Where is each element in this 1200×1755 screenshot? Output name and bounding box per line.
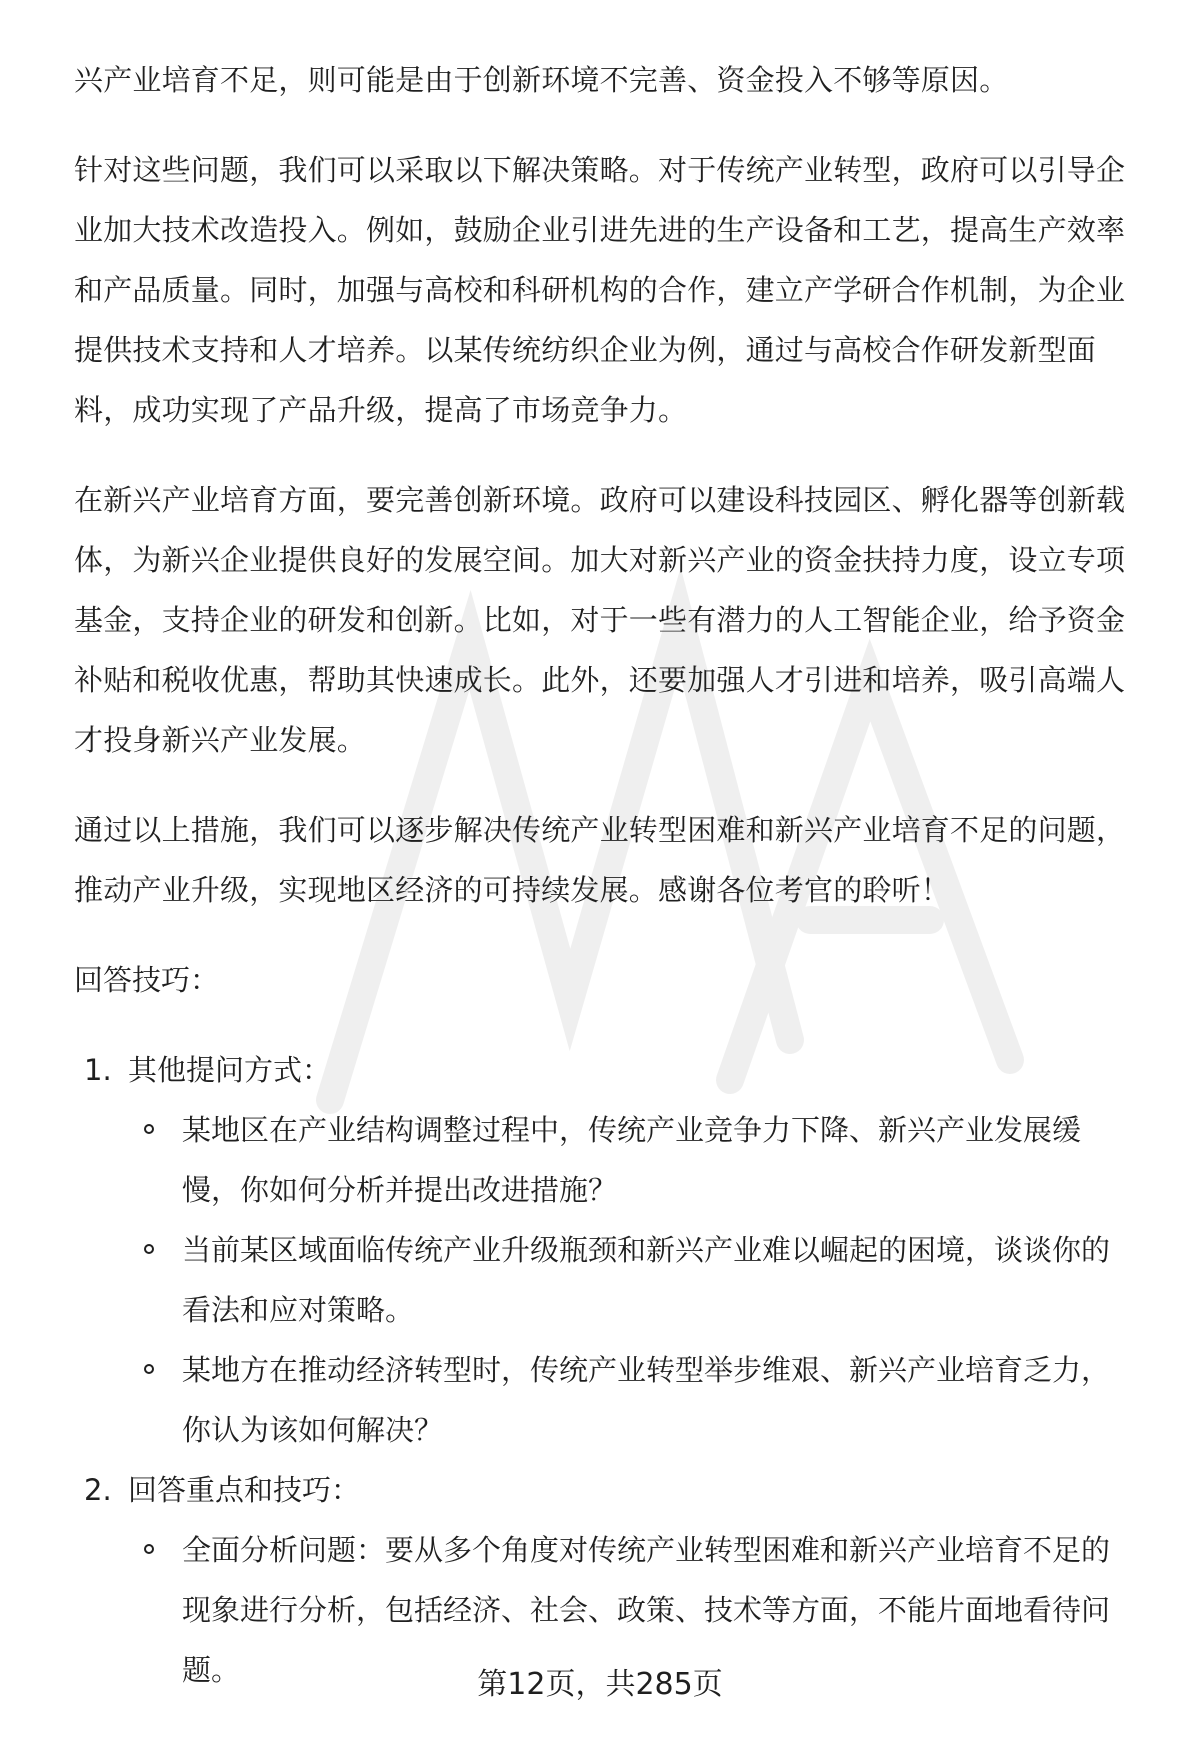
paragraph-1: 兴产业培育不足，则可能是由于创新环境不完善、资金投入不够等原因。 [74, 63, 1009, 97]
section-title: 其他提问方式： [128, 1053, 332, 1087]
list-item [128, 1220, 1146, 1340]
paragraph-3: 在新兴产业培育方面，要完善创新环境。政府可以建设科技园区、孵化器等创新载体，为新兴企业提供良好的发展空间。加大对新兴产业的资金扶持力度，设立专项基金，支持企业的研发和创新。比如，对于一些有潜力的人工智能企业，给予资金补贴和税收优惠，帮助其快速成长。此外，还要加强人才引进和培养，吸引高端人才投身新兴产业发展。 [74, 483, 1126, 757]
circle-bullet-icon [144, 1244, 154, 1254]
tips-section-1 [74, 1040, 1146, 1460]
section-number: 2. [84, 1473, 112, 1507]
tips-heading: 回答技巧： [74, 963, 220, 997]
list-item [128, 1100, 1146, 1220]
tips-section-2 [74, 1460, 1146, 1700]
list-item-text: 某地区在产业结构调整过程中，传统产业竞争力下降、新兴产业发展缓慢，你如何分析并提出改进措施？ [182, 1113, 1082, 1207]
page-number-footer: 第12页，共285页 [477, 1667, 723, 1702]
list-item [128, 1340, 1146, 1460]
document-body [74, 50, 1146, 1700]
section-title: 回答重点和技巧： [128, 1473, 361, 1507]
section-items [128, 1100, 1146, 1460]
section-number: 1. [84, 1053, 112, 1087]
circle-bullet-icon [144, 1544, 154, 1554]
circle-bullet-icon [144, 1364, 154, 1374]
list-item-text: 全面分析问题：要从多个角度对传统产业转型困难和新兴产业培育不足的现象进行分析，包括经济、社会、政策、技术等方面，不能片面地看待问题。 [182, 1533, 1111, 1687]
list-item-text: 当前某区域面临传统产业升级瓶颈和新兴产业难以崛起的困境，谈谈你的看法和应对策略。 [182, 1233, 1111, 1327]
list-item-text: 某地方在推动经济转型时，传统产业转型举步维艰、新兴产业培育乏力，你认为该如何解决？ [182, 1353, 1111, 1447]
tips-list [74, 1040, 1146, 1700]
circle-bullet-icon [144, 1124, 154, 1134]
paragraph-4: 通过以上措施，我们可以逐步解决传统产业转型困难和新兴产业培育不足的问题，推动产业升级，实现地区经济的可持续发展。感谢各位考官的聆听！ [74, 813, 1126, 907]
paragraph-2: 针对这些问题，我们可以采取以下解决策略。对于传统产业转型，政府可以引导企业加大技术改造投入。例如，鼓励企业引进先进的生产设备和工艺，提高生产效率和产品质量。同时，加强与高校和科研机构的合作，建立产学研合作机制，为企业提供技术支持和人才培养。以某传统纺织企业为例，通过与高校合作研发新型面料，成功实现了产品升级，提高了市场竞争力。 [74, 153, 1126, 427]
